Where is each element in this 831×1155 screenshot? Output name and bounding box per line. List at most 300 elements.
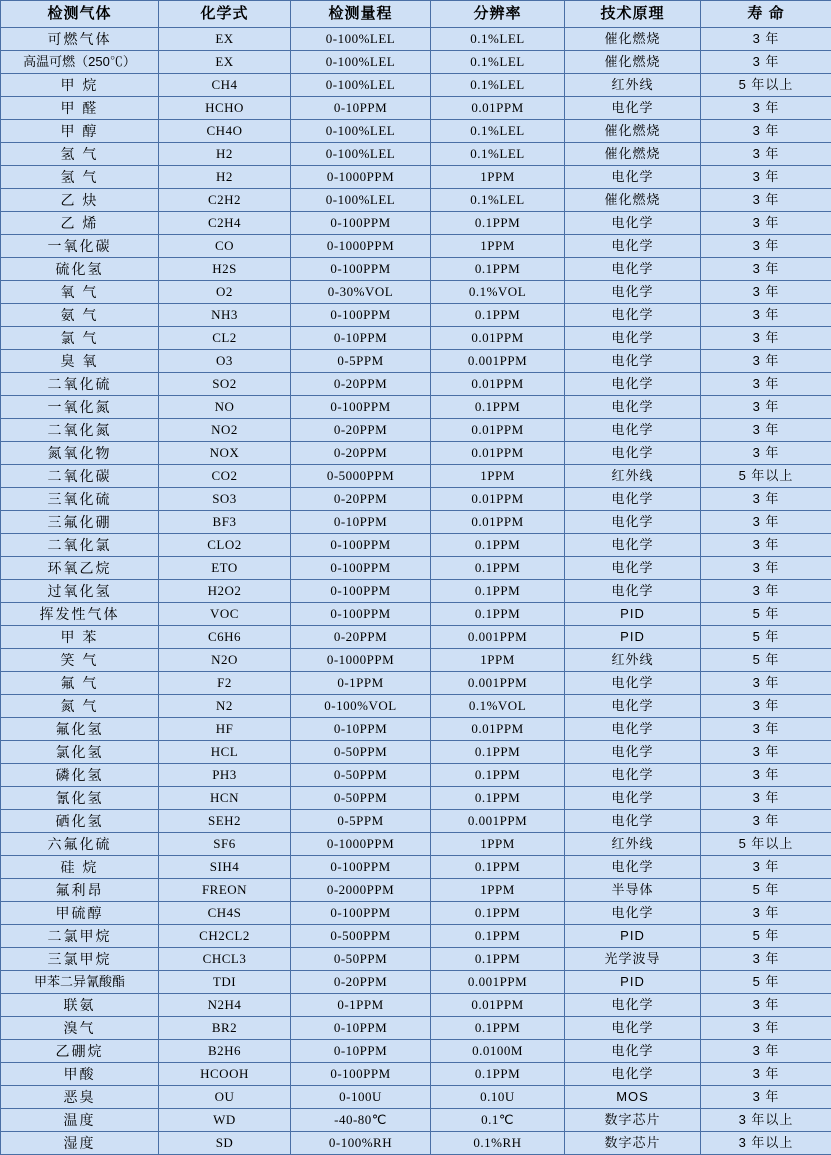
- cell-gas-name: 温度: [1, 1109, 159, 1132]
- cell-resolution: 0.001PPM: [431, 971, 565, 994]
- cell-range: 0-100PPM: [291, 580, 431, 603]
- table-row: [1, 74, 831, 97]
- cell-range: 0-1000PPM: [291, 166, 431, 189]
- cell-range: 0-10PPM: [291, 97, 431, 120]
- cell-range: 0-10PPM: [291, 1040, 431, 1063]
- table-row: [1, 948, 831, 971]
- cell-principle: 电化学: [565, 511, 701, 534]
- column-header-gas-name: 检测气体: [1, 1, 159, 28]
- cell-principle: PID: [565, 971, 701, 994]
- cell-formula: HCOOH: [159, 1063, 291, 1086]
- cell-principle: 催化燃烧: [565, 51, 701, 74]
- table-row: [1, 488, 831, 511]
- cell-gas-name: 挥发性气体: [1, 603, 159, 626]
- cell-range: 0-5PPM: [291, 350, 431, 373]
- cell-gas-name: 甲硫醇: [1, 902, 159, 925]
- cell-resolution: 0.1%LEL: [431, 143, 565, 166]
- table-row: [1, 856, 831, 879]
- cell-resolution: 0.01PPM: [431, 327, 565, 350]
- cell-gas-name: 氯 气: [1, 327, 159, 350]
- cell-range: 0-1PPM: [291, 672, 431, 695]
- table-row: [1, 120, 831, 143]
- cell-gas-name: 二氯甲烷: [1, 925, 159, 948]
- cell-principle: PID: [565, 603, 701, 626]
- cell-lifespan: 3 年: [701, 1017, 831, 1040]
- cell-formula: NO2: [159, 419, 291, 442]
- cell-lifespan: 5 年: [701, 971, 831, 994]
- table-row: [1, 672, 831, 695]
- cell-formula: C6H6: [159, 626, 291, 649]
- cell-formula: OU: [159, 1086, 291, 1109]
- table-row: [1, 1109, 831, 1132]
- cell-formula: EX: [159, 28, 291, 51]
- cell-principle: 数字芯片: [565, 1109, 701, 1132]
- cell-gas-name: 氨 气: [1, 304, 159, 327]
- cell-principle: 红外线: [565, 74, 701, 97]
- cell-principle: 电化学: [565, 902, 701, 925]
- cell-gas-name: 湿度: [1, 1132, 159, 1155]
- cell-lifespan: 3 年: [701, 120, 831, 143]
- cell-principle: 红外线: [565, 649, 701, 672]
- cell-range: 0-10PPM: [291, 327, 431, 350]
- cell-principle: 光学波导: [565, 948, 701, 971]
- table-row: [1, 580, 831, 603]
- cell-principle: 电化学: [565, 557, 701, 580]
- cell-gas-name: 硫化氢: [1, 258, 159, 281]
- cell-formula: NO: [159, 396, 291, 419]
- cell-formula: B2H6: [159, 1040, 291, 1063]
- cell-resolution: 0.1PPM: [431, 212, 565, 235]
- cell-formula: PH3: [159, 764, 291, 787]
- cell-formula: NOX: [159, 442, 291, 465]
- cell-lifespan: 5 年以上: [701, 465, 831, 488]
- cell-range: 0-100PPM: [291, 856, 431, 879]
- cell-range: 0-30%VOL: [291, 281, 431, 304]
- cell-formula: SF6: [159, 833, 291, 856]
- cell-lifespan: 3 年: [701, 258, 831, 281]
- cell-principle: 电化学: [565, 672, 701, 695]
- cell-lifespan: 3 年: [701, 764, 831, 787]
- cell-principle: 红外线: [565, 465, 701, 488]
- cell-principle: 数字芯片: [565, 1132, 701, 1155]
- cell-lifespan: 3 年: [701, 373, 831, 396]
- cell-lifespan: 3 年: [701, 511, 831, 534]
- cell-resolution: 0.01PPM: [431, 488, 565, 511]
- table-row: [1, 741, 831, 764]
- cell-resolution: 0.001PPM: [431, 626, 565, 649]
- cell-range: 0-10PPM: [291, 718, 431, 741]
- cell-lifespan: 3 年: [701, 856, 831, 879]
- cell-range: 0-20PPM: [291, 626, 431, 649]
- cell-formula: O2: [159, 281, 291, 304]
- cell-principle: PID: [565, 626, 701, 649]
- cell-formula: VOC: [159, 603, 291, 626]
- cell-principle: 电化学: [565, 856, 701, 879]
- cell-principle: 电化学: [565, 994, 701, 1017]
- cell-resolution: 0.1%LEL: [431, 51, 565, 74]
- cell-resolution: 0.01PPM: [431, 442, 565, 465]
- cell-resolution: 0.01PPM: [431, 718, 565, 741]
- table-row: [1, 557, 831, 580]
- cell-resolution: 0.1PPM: [431, 534, 565, 557]
- cell-principle: 半导体: [565, 879, 701, 902]
- cell-gas-name: 二氧化硫: [1, 373, 159, 396]
- cell-gas-name: 氢 气: [1, 166, 159, 189]
- cell-gas-name: 氯化氢: [1, 741, 159, 764]
- table-row: [1, 442, 831, 465]
- cell-resolution: 0.1%LEL: [431, 189, 565, 212]
- cell-principle: 电化学: [565, 350, 701, 373]
- cell-formula: N2O: [159, 649, 291, 672]
- cell-principle: 电化学: [565, 1017, 701, 1040]
- table-row: [1, 1132, 831, 1155]
- cell-resolution: 1PPM: [431, 465, 565, 488]
- table-row: [1, 28, 831, 51]
- cell-lifespan: 5 年: [701, 649, 831, 672]
- cell-range: 0-20PPM: [291, 373, 431, 396]
- column-header-lifespan: 寿 命: [701, 1, 831, 28]
- cell-range: 0-100PPM: [291, 258, 431, 281]
- cell-principle: 电化学: [565, 1040, 701, 1063]
- cell-formula: N2H4: [159, 994, 291, 1017]
- cell-gas-name: 高温可燃（250℃）: [1, 51, 159, 74]
- cell-gas-name: 乙硼烷: [1, 1040, 159, 1063]
- cell-resolution: 0.1PPM: [431, 603, 565, 626]
- cell-range: 0-100PPM: [291, 902, 431, 925]
- cell-lifespan: 3 年: [701, 304, 831, 327]
- cell-principle: 电化学: [565, 373, 701, 396]
- cell-lifespan: 3 年: [701, 810, 831, 833]
- cell-lifespan: 5 年以上: [701, 74, 831, 97]
- cell-lifespan: 3 年: [701, 580, 831, 603]
- cell-gas-name: 三氟化硼: [1, 511, 159, 534]
- cell-range: 0-100PPM: [291, 1063, 431, 1086]
- cell-range: 0-100U: [291, 1086, 431, 1109]
- cell-lifespan: 3 年: [701, 672, 831, 695]
- cell-gas-name: 二氧化氮: [1, 419, 159, 442]
- cell-resolution: 0.1PPM: [431, 396, 565, 419]
- cell-resolution: 0.1PPM: [431, 580, 565, 603]
- cell-lifespan: 3 年: [701, 212, 831, 235]
- cell-range: 0-1000PPM: [291, 235, 431, 258]
- cell-gas-name: 可燃气体: [1, 28, 159, 51]
- cell-principle: 电化学: [565, 580, 701, 603]
- cell-principle: 催化燃烧: [565, 143, 701, 166]
- cell-formula: CH4O: [159, 120, 291, 143]
- cell-formula: HF: [159, 718, 291, 741]
- table-row: [1, 833, 831, 856]
- cell-formula: HCL: [159, 741, 291, 764]
- cell-formula: BR2: [159, 1017, 291, 1040]
- table-header: [1, 1, 831, 28]
- cell-principle: 电化学: [565, 281, 701, 304]
- cell-resolution: 0.1PPM: [431, 948, 565, 971]
- cell-resolution: 0.1%VOL: [431, 281, 565, 304]
- cell-principle: 电化学: [565, 810, 701, 833]
- cell-resolution: 0.001PPM: [431, 350, 565, 373]
- cell-gas-name: 一氧化氮: [1, 396, 159, 419]
- cell-formula: N2: [159, 695, 291, 718]
- column-header-resolution: 分辨率: [431, 1, 565, 28]
- cell-range: 0-100%LEL: [291, 51, 431, 74]
- table-row: [1, 143, 831, 166]
- cell-resolution: 1PPM: [431, 879, 565, 902]
- table-row: [1, 626, 831, 649]
- table-row: [1, 350, 831, 373]
- table-row: [1, 649, 831, 672]
- cell-lifespan: 3 年: [701, 281, 831, 304]
- cell-resolution: 0.1PPM: [431, 1017, 565, 1040]
- cell-resolution: 0.1PPM: [431, 258, 565, 281]
- cell-lifespan: 3 年: [701, 741, 831, 764]
- cell-formula: H2O2: [159, 580, 291, 603]
- cell-resolution: 0.001PPM: [431, 672, 565, 695]
- cell-range: 0-100%LEL: [291, 143, 431, 166]
- cell-range: 0-100%LEL: [291, 74, 431, 97]
- table-row: [1, 51, 831, 74]
- cell-formula: BF3: [159, 511, 291, 534]
- table-row: [1, 396, 831, 419]
- cell-principle: 电化学: [565, 235, 701, 258]
- cell-range: 0-100%LEL: [291, 28, 431, 51]
- table-row: [1, 212, 831, 235]
- table-row: [1, 1040, 831, 1063]
- cell-formula: TDI: [159, 971, 291, 994]
- cell-lifespan: 3 年: [701, 166, 831, 189]
- cell-formula: H2: [159, 143, 291, 166]
- cell-gas-name: 氟 气: [1, 672, 159, 695]
- cell-range: 0-500PPM: [291, 925, 431, 948]
- cell-gas-name: 甲苯二异氰酸酯: [1, 971, 159, 994]
- cell-lifespan: 3 年: [701, 534, 831, 557]
- cell-lifespan: 3 年以上: [701, 1109, 831, 1132]
- cell-lifespan: 3 年: [701, 1040, 831, 1063]
- cell-formula: NH3: [159, 304, 291, 327]
- table-row: [1, 718, 831, 741]
- cell-lifespan: 3 年: [701, 994, 831, 1017]
- cell-gas-name: 氟化氢: [1, 718, 159, 741]
- cell-formula: HCN: [159, 787, 291, 810]
- cell-range: 0-2000PPM: [291, 879, 431, 902]
- cell-gas-name: 三氯甲烷: [1, 948, 159, 971]
- cell-lifespan: 5 年: [701, 626, 831, 649]
- cell-resolution: 0.1%VOL: [431, 695, 565, 718]
- cell-resolution: 0.1%RH: [431, 1132, 565, 1155]
- cell-lifespan: 3 年: [701, 695, 831, 718]
- cell-gas-name: 磷化氢: [1, 764, 159, 787]
- table-row: [1, 787, 831, 810]
- cell-resolution: 0.1PPM: [431, 856, 565, 879]
- cell-resolution: 0.1PPM: [431, 1063, 565, 1086]
- cell-lifespan: 3 年: [701, 396, 831, 419]
- cell-principle: 电化学: [565, 419, 701, 442]
- cell-range: 0-5PPM: [291, 810, 431, 833]
- cell-lifespan: 3 年以上: [701, 1132, 831, 1155]
- cell-resolution: 0.1PPM: [431, 902, 565, 925]
- cell-gas-name: 氰化氢: [1, 787, 159, 810]
- cell-lifespan: 3 年: [701, 327, 831, 350]
- cell-range: 0-50PPM: [291, 787, 431, 810]
- cell-lifespan: 3 年: [701, 28, 831, 51]
- cell-formula: CH2CL2: [159, 925, 291, 948]
- table-row: [1, 304, 831, 327]
- cell-range: 0-100%LEL: [291, 120, 431, 143]
- cell-gas-name: 二氧化碳: [1, 465, 159, 488]
- cell-resolution: 0.0100M: [431, 1040, 565, 1063]
- table-row: [1, 327, 831, 350]
- cell-gas-name: 笑 气: [1, 649, 159, 672]
- column-header-principle: 技术原理: [565, 1, 701, 28]
- cell-gas-name: 硅 烷: [1, 856, 159, 879]
- table-row: [1, 189, 831, 212]
- cell-resolution: 1PPM: [431, 166, 565, 189]
- cell-principle: PID: [565, 925, 701, 948]
- table-row: [1, 695, 831, 718]
- cell-range: 0-1000PPM: [291, 649, 431, 672]
- cell-resolution: 0.1PPM: [431, 925, 565, 948]
- cell-lifespan: 3 年: [701, 235, 831, 258]
- cell-gas-name: 过氧化氢: [1, 580, 159, 603]
- cell-principle: 电化学: [565, 304, 701, 327]
- cell-formula: SD: [159, 1132, 291, 1155]
- cell-formula: HCHO: [159, 97, 291, 120]
- table-row: [1, 465, 831, 488]
- cell-gas-name: 氧 气: [1, 281, 159, 304]
- cell-principle: 催化燃烧: [565, 120, 701, 143]
- cell-gas-name: 六氟化硫: [1, 833, 159, 856]
- table-row: [1, 879, 831, 902]
- cell-formula: C2H2: [159, 189, 291, 212]
- cell-lifespan: 3 年: [701, 97, 831, 120]
- cell-gas-name: 氢 气: [1, 143, 159, 166]
- cell-gas-name: 环氧乙烷: [1, 557, 159, 580]
- cell-resolution: 1PPM: [431, 833, 565, 856]
- cell-resolution: 0.1%LEL: [431, 74, 565, 97]
- cell-lifespan: 3 年: [701, 442, 831, 465]
- cell-resolution: 0.1PPM: [431, 557, 565, 580]
- cell-gas-name: 氟利昂: [1, 879, 159, 902]
- cell-formula: SO2: [159, 373, 291, 396]
- table-row: [1, 603, 831, 626]
- cell-lifespan: 3 年: [701, 350, 831, 373]
- cell-formula: C2H4: [159, 212, 291, 235]
- cell-range: -40-80℃: [291, 1109, 431, 1132]
- cell-resolution: 0.1PPM: [431, 741, 565, 764]
- cell-principle: 催化燃烧: [565, 189, 701, 212]
- cell-formula: SEH2: [159, 810, 291, 833]
- cell-principle: 电化学: [565, 718, 701, 741]
- cell-gas-name: 二氧化氯: [1, 534, 159, 557]
- cell-resolution: 0.01PPM: [431, 994, 565, 1017]
- cell-principle: 催化燃烧: [565, 28, 701, 51]
- cell-formula: O3: [159, 350, 291, 373]
- cell-range: 0-100PPM: [291, 396, 431, 419]
- cell-resolution: 0.001PPM: [431, 810, 565, 833]
- cell-lifespan: 3 年: [701, 1063, 831, 1086]
- cell-lifespan: 3 年: [701, 787, 831, 810]
- cell-principle: 电化学: [565, 396, 701, 419]
- cell-range: 0-20PPM: [291, 971, 431, 994]
- column-header-formula: 化学式: [159, 1, 291, 28]
- cell-principle: 电化学: [565, 534, 701, 557]
- cell-range: 0-50PPM: [291, 948, 431, 971]
- cell-lifespan: 3 年: [701, 948, 831, 971]
- cell-range: 0-1000PPM: [291, 833, 431, 856]
- cell-principle: 电化学: [565, 488, 701, 511]
- cell-resolution: 0.10U: [431, 1086, 565, 1109]
- cell-range: 0-100PPM: [291, 557, 431, 580]
- cell-principle: 电化学: [565, 787, 701, 810]
- cell-gas-name: 甲 醛: [1, 97, 159, 120]
- cell-gas-name: 硒化氢: [1, 810, 159, 833]
- cell-principle: 电化学: [565, 327, 701, 350]
- cell-principle: 红外线: [565, 833, 701, 856]
- cell-gas-name: 三氧化硫: [1, 488, 159, 511]
- cell-gas-name: 恶臭: [1, 1086, 159, 1109]
- cell-range: 0-20PPM: [291, 488, 431, 511]
- cell-gas-name: 联氨: [1, 994, 159, 1017]
- cell-gas-name: 甲酸: [1, 1063, 159, 1086]
- cell-range: 0-100%LEL: [291, 189, 431, 212]
- cell-lifespan: 3 年: [701, 902, 831, 925]
- cell-gas-name: 氮氧化物: [1, 442, 159, 465]
- cell-lifespan: 5 年: [701, 925, 831, 948]
- cell-range: 0-100PPM: [291, 304, 431, 327]
- cell-gas-name: 溴气: [1, 1017, 159, 1040]
- cell-formula: CLO2: [159, 534, 291, 557]
- table-row: [1, 373, 831, 396]
- cell-lifespan: 3 年: [701, 1086, 831, 1109]
- cell-principle: 电化学: [565, 166, 701, 189]
- cell-formula: CH4S: [159, 902, 291, 925]
- cell-range: 0-100PPM: [291, 534, 431, 557]
- cell-principle: 电化学: [565, 442, 701, 465]
- cell-range: 0-100%VOL: [291, 695, 431, 718]
- cell-formula: ETO: [159, 557, 291, 580]
- cell-range: 0-10PPM: [291, 1017, 431, 1040]
- cell-resolution: 0.1℃: [431, 1109, 565, 1132]
- cell-principle: 电化学: [565, 695, 701, 718]
- cell-lifespan: 5 年: [701, 603, 831, 626]
- cell-resolution: 0.01PPM: [431, 373, 565, 396]
- table-row: [1, 810, 831, 833]
- table-row: [1, 1017, 831, 1040]
- cell-gas-name: 甲 醇: [1, 120, 159, 143]
- cell-formula: SIH4: [159, 856, 291, 879]
- cell-formula: CH4: [159, 74, 291, 97]
- cell-gas-name: 甲 苯: [1, 626, 159, 649]
- table-row: [1, 971, 831, 994]
- cell-range: 0-20PPM: [291, 419, 431, 442]
- cell-formula: EX: [159, 51, 291, 74]
- cell-lifespan: 3 年: [701, 189, 831, 212]
- cell-principle: 电化学: [565, 741, 701, 764]
- cell-range: 0-100%RH: [291, 1132, 431, 1155]
- cell-range: 0-10PPM: [291, 511, 431, 534]
- cell-principle: 电化学: [565, 97, 701, 120]
- cell-resolution: 0.01PPM: [431, 419, 565, 442]
- cell-lifespan: 3 年: [701, 557, 831, 580]
- column-header-range: 检测量程: [291, 1, 431, 28]
- cell-formula: FREON: [159, 879, 291, 902]
- cell-formula: SO3: [159, 488, 291, 511]
- table-row: [1, 534, 831, 557]
- table-row: [1, 166, 831, 189]
- cell-resolution: 0.1PPM: [431, 304, 565, 327]
- cell-lifespan: 3 年: [701, 488, 831, 511]
- cell-range: 0-20PPM: [291, 442, 431, 465]
- cell-gas-name: 甲 烷: [1, 74, 159, 97]
